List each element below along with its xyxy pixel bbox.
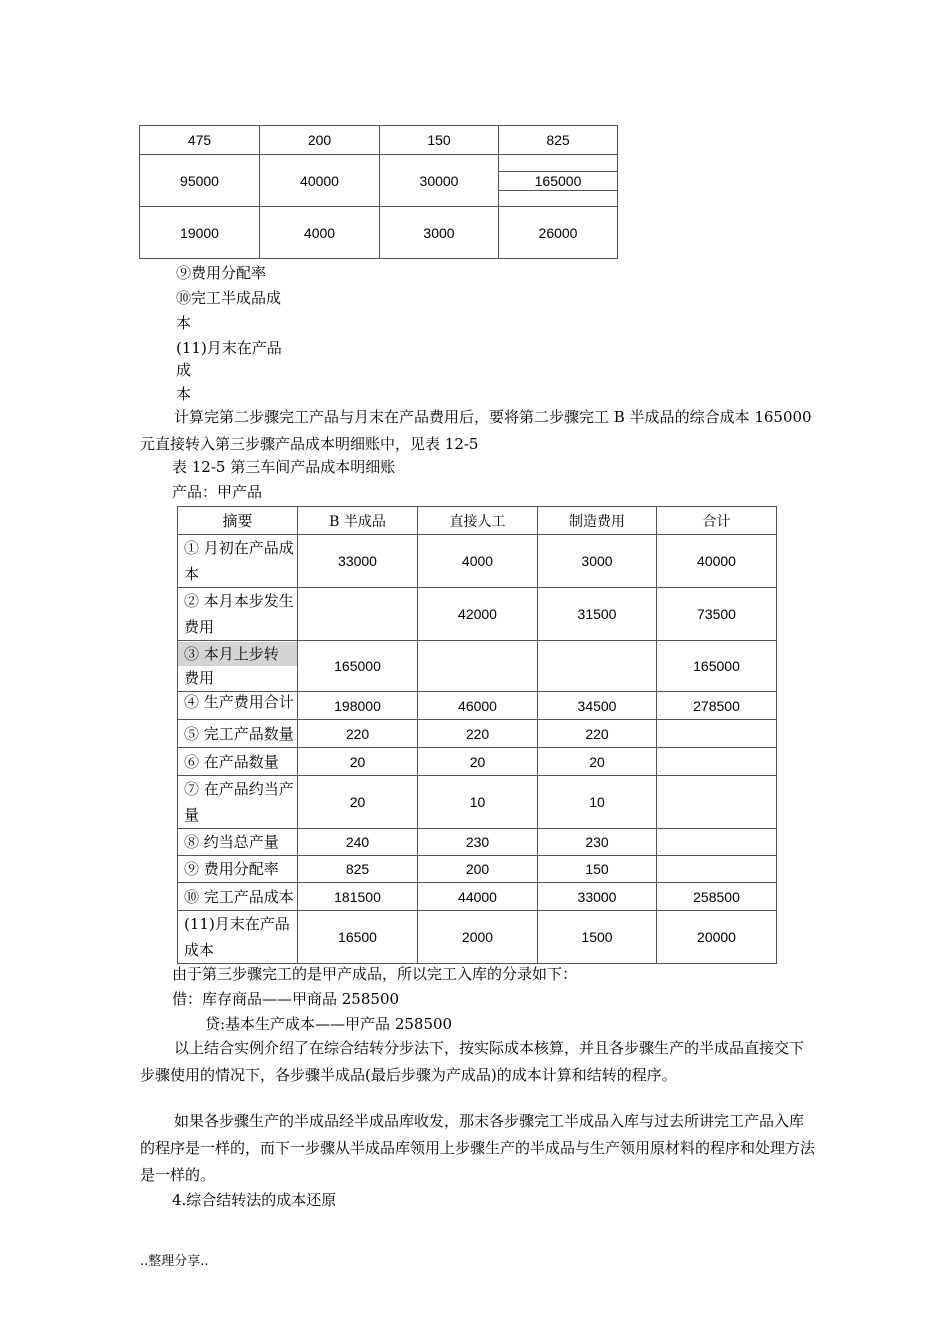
table-cell [657,720,777,748]
table-cell: 150 [538,856,657,883]
table-cell: 16500 [298,911,418,964]
table-cell: 33000 [298,535,418,588]
table-cell: 40000 [657,535,777,588]
table-cell [298,588,418,641]
table-cell: 230 [418,829,538,856]
table-cell: 20 [298,776,418,829]
table-row [178,748,777,776]
label-month-end-wip-cont: 成 [176,361,192,379]
paragraph-summary: 以上结合实例介绍了在综合结转分步法下，按实际成本核算，并且各步骤生产的半成品直接交下步骤使用的情况下，各步骤半成品(最后步骤为产成品)的成本计算和结转的程序。 [140,1039,805,1084]
table-cell: 181500 [298,883,418,911]
section-heading: 4.综合结转法的成本还原 [172,1191,337,1209]
table-row [178,829,777,856]
table-cell: 2000 [418,911,538,964]
row-label: ⑨ 费用分配率 [178,856,298,883]
table-cell: 278500 [657,692,777,720]
header-overhead: 制造费用 [538,507,657,535]
row-label: ⑧ 约当总产量 [178,829,298,856]
product-line: 产品：甲产品 [172,483,263,501]
table-cell: 3000 [380,207,499,259]
credit-line: 贷:基本生产成本——甲产品 258500 [205,1015,453,1033]
row-label: ⑩ 完工产品成本 [178,883,298,911]
table-cell: 95000 [140,155,260,207]
paragraph-warehouse: 如果各步骤生产的半成品经半成品库收发，那末各步骤完工半成品入库与过去所讲完工产品入库的程序是一样的，而下一步骤从半成品库领用上步骤生产的半成品与生产领用原材料的程序和处理方法是一样的。 [140,1112,816,1184]
table-cell: 240 [298,829,418,856]
table-cell: 475 [140,126,260,155]
table-cell: 1500 [538,911,657,964]
table-cell: 200 [418,856,538,883]
table-row [178,692,777,720]
top-cost-table [139,125,618,259]
table-row [178,883,777,911]
table-cell: 258500 [657,883,777,911]
table-cell: 19000 [140,207,260,259]
table-cell: 230 [538,829,657,856]
table-row [178,911,777,964]
row-label: ① 月初在产品成本 [178,535,298,588]
row-label: ⑤ 完工产品数量 [178,720,298,748]
label-completed-semi-cost: ⑩完工半成品成 [176,289,282,307]
table-cell: 220 [298,720,418,748]
table-row [178,535,777,588]
table-cell: 33000 [538,883,657,911]
table-cell: 825 [298,856,418,883]
table-cell: 220 [418,720,538,748]
intro-paragraph: 计算完第二步骤完工产品与月末在产品费用后，要将第二步骤完工 B 半成品的综合成本 165000 元直接转入第三步骤产品成本明细账中，见表 12-5 [140,408,812,453]
row-label: (11)月末在产品成本 [178,911,298,964]
table-row [178,856,777,883]
table-cell: 34500 [538,692,657,720]
table-cell: 31500 [538,588,657,641]
table-cell: 220 [538,720,657,748]
row-label: ⑦ 在产品约当产量 [178,776,298,829]
table-cell [418,641,538,692]
header-direct-labor: 直接人工 [418,507,538,535]
header-total: 合计 [657,507,777,535]
table-row [178,720,777,748]
table-cell: 42000 [418,588,538,641]
row-label: ③ 本月上步转 费用 [178,641,298,692]
journal-entry-intro: 由于第三步骤完工的是甲产成品，所以完工入库的分录如下： [172,965,578,983]
table-cell: 26000 [499,207,618,259]
table-cell: 825 [499,126,618,155]
table-cell: 4000 [260,207,380,259]
table-cell: 3000 [538,535,657,588]
label-completed-semi-cost-cont: 本 [176,314,192,332]
table-cell: 198000 [298,692,418,720]
label-month-end-wip: (11)月末在产品 [176,339,282,357]
table-cell [657,748,777,776]
table-row [178,641,777,692]
table-cell: 150 [380,126,499,155]
header-b-semi: B 半成品 [298,507,418,535]
table-cell: 20000 [657,911,777,964]
table-cell: 20 [418,748,538,776]
table-cell [657,829,777,856]
table-row [178,588,777,641]
table-cell: 20 [538,748,657,776]
table-row [178,776,777,829]
table-cell: 44000 [418,883,538,911]
table-cell [657,856,777,883]
table-title: 表 12-5 第三车间产品成本明细账 [172,458,396,476]
table-cell: 30000 [380,155,499,207]
table-cell: 40000 [260,155,380,207]
table-cell: 46000 [418,692,538,720]
workshop3-cost-table [177,506,777,964]
table-cell: 165000 [499,155,618,207]
table-cell: 165000 [657,641,777,692]
table-cell: 10 [418,776,538,829]
table-cell: 200 [260,126,380,155]
row-label: ⑥ 在产品数量 [178,748,298,776]
label-month-end-wip-cont2: 本 [176,385,192,403]
row-label: ④ 生产费用合计 [178,692,298,720]
table-cell: 4000 [418,535,538,588]
table-cell: 73500 [657,588,777,641]
header-summary: 摘要 [178,507,298,535]
table-cell: 20 [298,748,418,776]
footer: ..整理分享.. [140,1254,209,1269]
debit-line: 借：库存商品——甲商品 258500 [172,990,400,1008]
row-label: ② 本月本步发生费用 [178,588,298,641]
table-cell [657,776,777,829]
table-cell: 10 [538,776,657,829]
table-cell [538,641,657,692]
label-allocation-rate: ⑨费用分配率 [176,264,267,282]
table-cell: 165000 [298,641,418,692]
